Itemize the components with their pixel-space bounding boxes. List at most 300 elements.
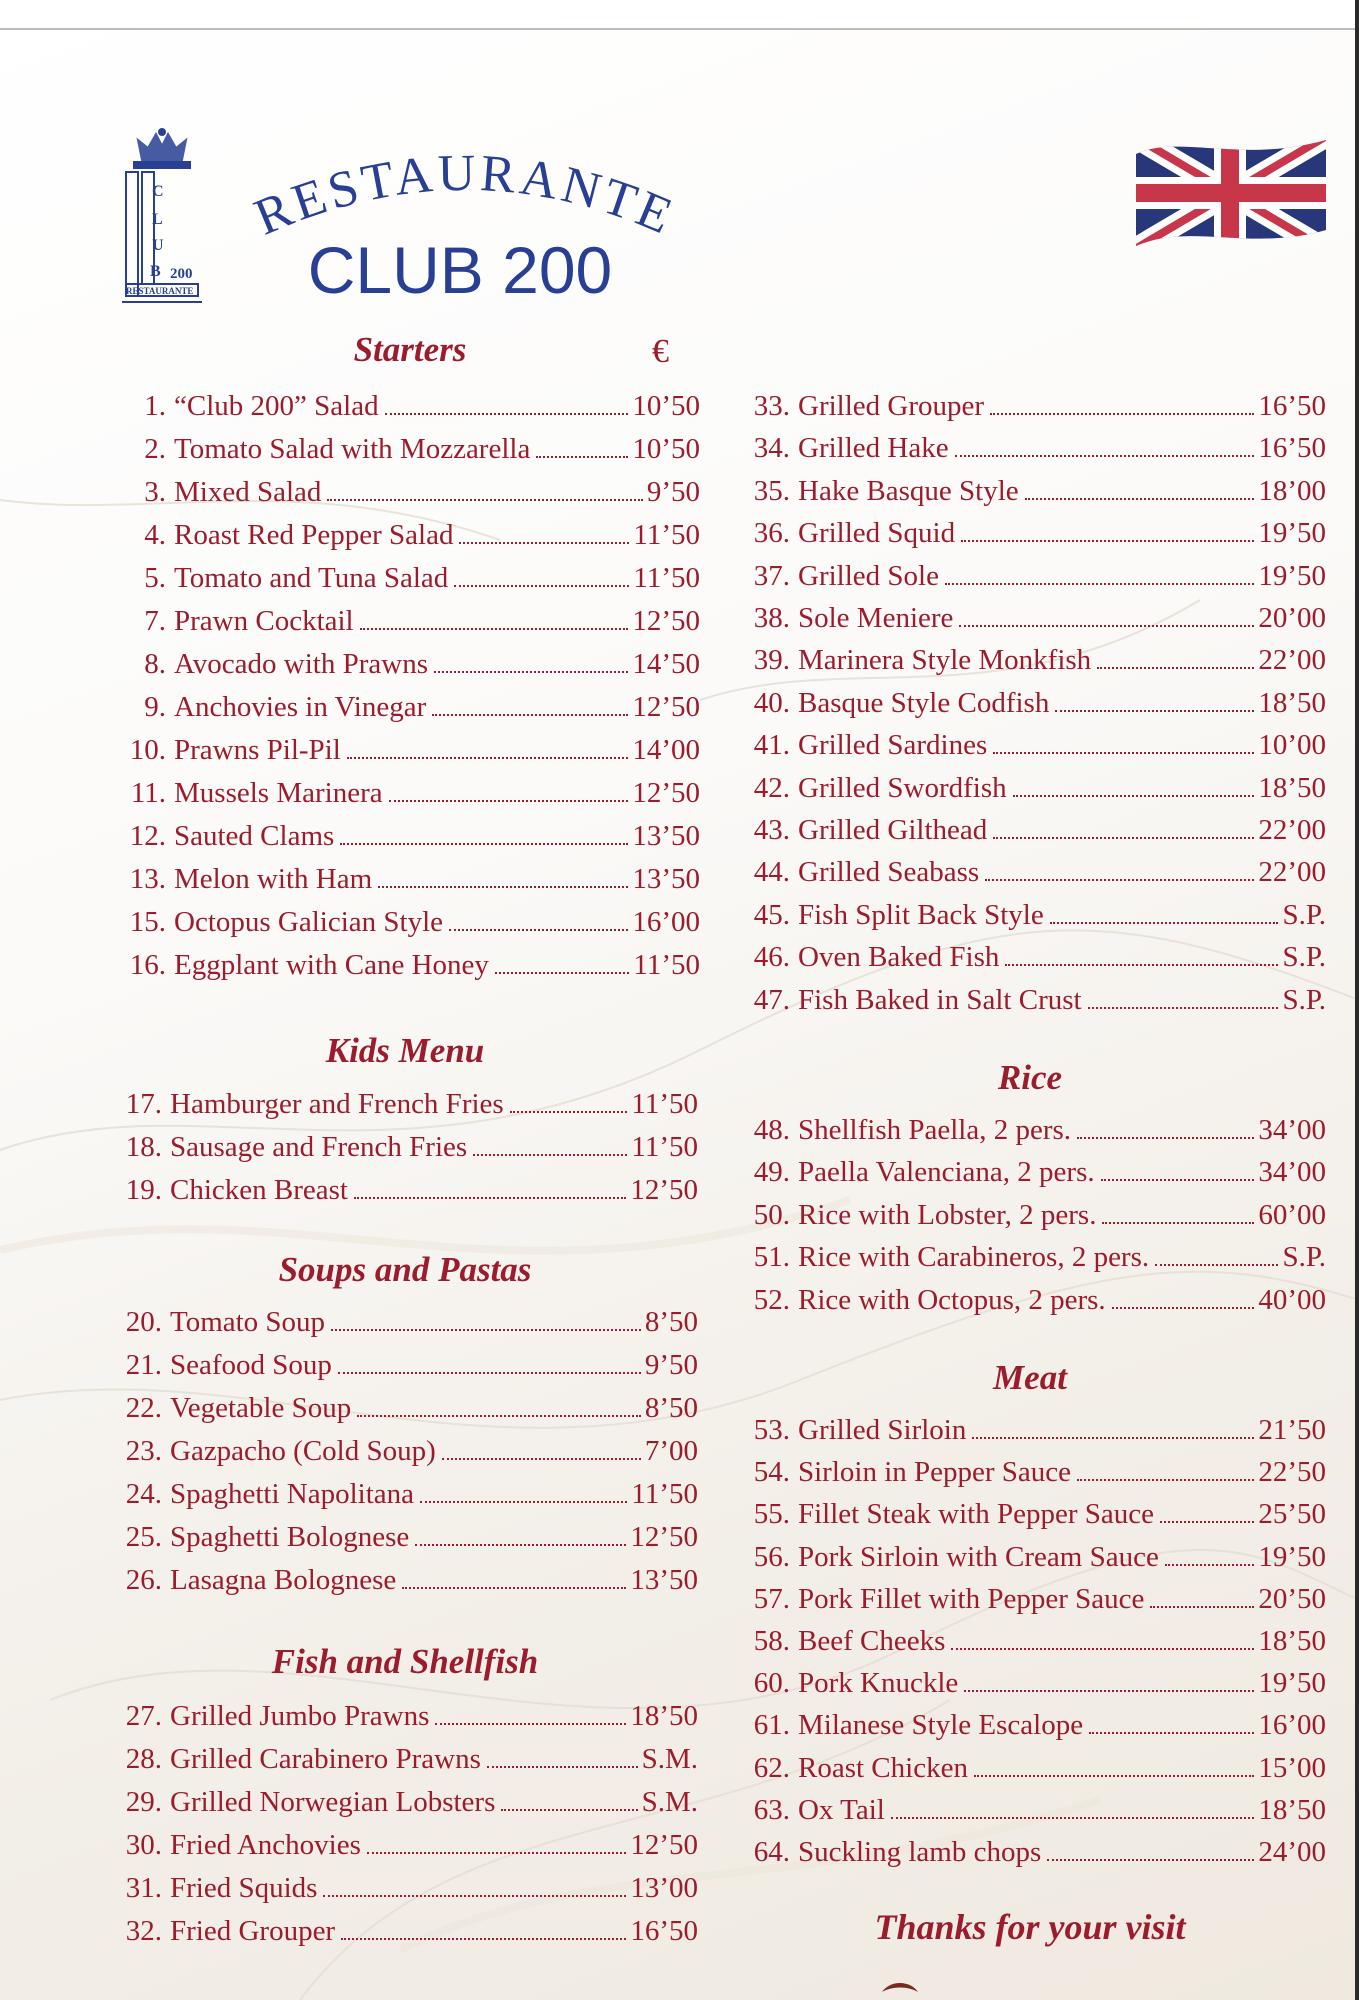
menu-item-price: 11’50 (631, 1088, 698, 1120)
menu-item (742, 386, 1326, 426)
menu-item-number: 7. (144, 605, 166, 637)
menu-item-name: Eggplant with Cane Honey (174, 949, 489, 981)
menu-item-number: 46. (753, 941, 790, 974)
menu-item-price: 16’00 (632, 906, 700, 938)
svg-text:RESTAURANTE: RESTAURANTE (126, 286, 194, 296)
dotted-leader (536, 455, 628, 458)
menu-item (742, 1621, 1326, 1661)
menu-item-price: 12’50 (632, 605, 700, 637)
dotted-leader (974, 1774, 1254, 1777)
menu-item-name: Prawn Cocktail (174, 605, 354, 637)
menu-item-number: 2. (144, 433, 166, 465)
menu-item (118, 515, 700, 555)
dotted-leader (501, 1808, 637, 1811)
dotted-leader (1165, 1563, 1254, 1566)
ornament-icon (880, 1978, 920, 1996)
menu-item-number: 60. (753, 1667, 790, 1700)
dotted-leader (961, 539, 1254, 542)
menu-item-name: Grilled Seabass (798, 856, 980, 889)
menu-item (742, 513, 1326, 553)
menu-item-name: Lasagna Bolognese (170, 1564, 397, 1596)
section-title-meat: Meat (993, 1358, 1067, 1397)
dotted-leader (389, 799, 629, 802)
dotted-leader (1047, 1858, 1254, 1861)
menu-item-price: 34’00 (1258, 1114, 1326, 1146)
menu-item-number: 38. (753, 602, 790, 634)
menu-item-name: Grilled Sardines (798, 729, 988, 762)
dotted-leader (357, 1414, 641, 1417)
dotted-leader (434, 670, 628, 673)
menu-item-number: 42. (753, 771, 790, 804)
menu-item (118, 816, 700, 856)
menu-item-name: Roast Red Pepper Salad (174, 519, 454, 551)
menu-item (742, 1663, 1326, 1703)
menu-item-price: 13’50 (632, 863, 700, 895)
menu-item (742, 895, 1326, 935)
menu-item-name: Grilled Carabinero Prawns (170, 1743, 481, 1775)
menu-item (112, 1911, 698, 1951)
menu-item-name: Fillet Steak with Pepper Sauce (798, 1498, 1154, 1531)
thanks-message: Thanks for your visit (874, 1907, 1186, 1947)
menu-item (112, 1431, 698, 1471)
menu-item-price: 8’50 (644, 1392, 698, 1424)
menu-item-price: 13’50 (632, 820, 700, 852)
menu-item-number: 18. (125, 1131, 162, 1163)
menu-item-number: 34. (753, 432, 790, 465)
menu-item (118, 730, 700, 770)
menu-item-number: 27. (125, 1700, 162, 1732)
menu-item (742, 725, 1326, 765)
menu-item-number: 13. (129, 863, 166, 895)
dotted-leader (959, 624, 1254, 627)
title-arc-text: RESTAURANTE (246, 150, 684, 247)
menu-item-price: 18’50 (1258, 686, 1326, 719)
menu-item-name: Rice with Carabineros, 2 pers. (798, 1241, 1150, 1274)
menu-item (742, 1110, 1326, 1150)
dotted-leader (985, 878, 1254, 881)
dotted-leader (454, 584, 629, 587)
menu-item-name: Grilled Swordfish (798, 771, 1007, 804)
menu-item-price: 10’00 (1258, 729, 1326, 762)
dotted-leader (510, 1110, 628, 1113)
menu-item-price: 11’50 (633, 949, 700, 981)
menu-item (742, 1237, 1326, 1277)
menu-item (118, 472, 700, 512)
dotted-leader (415, 1543, 626, 1546)
menu-item-name: Seafood Soup (170, 1349, 332, 1381)
menu-item (742, 768, 1326, 808)
menu-item-number: 11. (130, 777, 166, 809)
menu-item (118, 945, 700, 985)
dotted-leader (1112, 1306, 1255, 1309)
menu-item (742, 598, 1326, 638)
menu-item (112, 1739, 698, 1779)
menu-item-name: Paella Valenciana, 2 pers. (798, 1156, 1095, 1189)
dotted-leader (385, 412, 629, 415)
menu-item (742, 1410, 1326, 1450)
dotted-leader (340, 842, 628, 845)
dotted-leader (1101, 1178, 1255, 1181)
dotted-leader (1089, 1731, 1254, 1734)
menu-item-price: 18’50 (1258, 1793, 1326, 1826)
menu-item-price: 12’50 (632, 777, 700, 809)
menu-item-name: Milanese Style Escalope (798, 1709, 1084, 1742)
dotted-leader (1097, 666, 1254, 669)
menu-item (112, 1782, 698, 1822)
menu-item-price: 24’00 (1258, 1836, 1326, 1868)
menu-item-price: 12’50 (632, 691, 700, 723)
menu-item-name: Roast Chicken (798, 1751, 968, 1784)
menu-item (112, 1302, 698, 1342)
menu-item-name: Prawns Pil-Pil (174, 734, 341, 766)
menu-item-number: 15. (129, 906, 166, 938)
menu-item-number: 54. (753, 1456, 790, 1489)
menu-item (742, 1280, 1326, 1320)
menu-item-price: 13’00 (630, 1872, 698, 1904)
menu-item-name: Fried Grouper (170, 1915, 336, 1947)
dotted-leader (331, 1328, 641, 1331)
dotted-leader (993, 836, 1254, 839)
section-title-starters: Starters (353, 330, 467, 369)
menu-item-name: Grilled Norwegian Lobsters (170, 1786, 496, 1818)
menu-item-number: 35. (753, 474, 790, 507)
menu-item-name: Mixed Salad (174, 476, 322, 508)
menu-item-price: S.P. (1282, 983, 1326, 1016)
menu-item-name: Grilled Gilthead (798, 814, 988, 846)
dotted-leader (338, 1371, 641, 1374)
menu-item-number: 41. (753, 729, 790, 762)
menu-item-price: 22’00 (1258, 856, 1326, 889)
menu-item (742, 1452, 1326, 1492)
menu-item (742, 556, 1326, 596)
dotted-leader (323, 1894, 626, 1897)
menu-item-number: 1. (144, 390, 166, 422)
menu-item (742, 683, 1326, 723)
dotted-leader (1050, 921, 1279, 924)
menu-item-price: S.P. (1282, 898, 1326, 931)
menu-item-number: 19. (125, 1174, 162, 1206)
dotted-leader (347, 756, 629, 759)
menu-item-price: 13’50 (630, 1564, 698, 1596)
menu-item-price: 12’50 (630, 1829, 698, 1861)
menu-item-number: 40. (753, 686, 790, 719)
menu-item-price: 16’50 (1258, 432, 1326, 465)
dotted-leader (487, 1765, 638, 1768)
menu-item-name: Beef Cheeks (798, 1625, 946, 1657)
menu-item-price: 19’50 (1258, 517, 1326, 550)
menu-item-number: 56. (753, 1540, 790, 1573)
menu-item (112, 1825, 698, 1865)
menu-item (118, 773, 700, 813)
menu-item (112, 1127, 698, 1167)
dotted-leader (1088, 1006, 1279, 1009)
menu-item-price: 7’00 (644, 1435, 698, 1467)
menu-item-number: 12. (129, 820, 166, 852)
dotted-leader (964, 1689, 1254, 1692)
menu-item-name: Grilled Hake (798, 432, 949, 465)
menu-item-name: “Club 200” Salad (174, 390, 379, 422)
menu-item (112, 1474, 698, 1514)
menu-item-price: S.P. (1282, 1241, 1326, 1274)
menu-item-number: 47. (753, 983, 790, 1016)
menu-item-number: 25. (125, 1521, 162, 1553)
menu-item-price: S.M. (641, 1743, 698, 1775)
menu-item-price: 19’50 (1258, 559, 1326, 592)
dotted-leader (1102, 1221, 1254, 1224)
menu-item-number: 52. (753, 1283, 790, 1316)
dotted-leader (341, 1937, 626, 1940)
menu-item (742, 1494, 1326, 1534)
restaurant-name: CLUB 200 (307, 233, 613, 307)
menu-item-price: 8’50 (644, 1306, 698, 1338)
menu-item (112, 1084, 698, 1124)
menu-item (118, 558, 700, 598)
menu-item-name: Marinera Style Monkfish (798, 644, 1092, 677)
menu-item-name: Octopus Galician Style (174, 906, 444, 938)
menu-item-number: 10. (129, 734, 166, 766)
menu-item-number: 30. (125, 1829, 162, 1861)
menu-item-name: Fried Anchovies (170, 1829, 361, 1861)
menu-item-price: 14’50 (632, 648, 700, 680)
dotted-leader (442, 1457, 641, 1460)
menu-item (742, 1195, 1326, 1235)
menu-item-price: 14’00 (632, 734, 700, 766)
menu-item (112, 1560, 698, 1600)
dotted-leader (1160, 1520, 1254, 1523)
menu-item-number: 50. (753, 1198, 790, 1231)
menu-item-price: 18’50 (630, 1700, 698, 1732)
dotted-leader (993, 751, 1254, 754)
dotted-leader (473, 1153, 627, 1156)
menu-item-price: 20’50 (1258, 1582, 1326, 1615)
section-title-soups-pastas: Soups and Pastas (278, 1250, 532, 1289)
menu-item (742, 1537, 1326, 1577)
menu-item-number: 44. (753, 856, 790, 889)
svg-text:200: 200 (170, 266, 193, 282)
menu-item-name: Hake Basque Style (798, 474, 1019, 507)
menu-item-number: 8. (144, 648, 166, 680)
menu-item-name: Hamburger and French Fries (170, 1088, 504, 1120)
menu-item-name: Fish Split Back Style (798, 898, 1044, 931)
menu-item-price: 19’50 (1258, 1540, 1326, 1573)
svg-text:L: L (152, 211, 163, 228)
menu-item-price: 11’50 (633, 562, 700, 594)
section-title-fish-shellfish: Fish and Shellfish (271, 1642, 539, 1681)
dotted-leader (955, 454, 1255, 457)
dotted-leader (1055, 709, 1254, 712)
menu-item-number: 61. (753, 1709, 790, 1742)
menu-item-name: Gazpacho (Cold Soup) (170, 1435, 436, 1467)
menu-item (118, 859, 700, 899)
dotted-leader (402, 1586, 626, 1589)
dotted-leader (1025, 497, 1255, 500)
dotted-leader (891, 1816, 1254, 1819)
menu-item (112, 1868, 698, 1908)
menu-item-price: 9’50 (646, 476, 700, 508)
menu-item-price: 34’00 (1258, 1156, 1326, 1189)
menu-item-number: 43. (753, 814, 790, 846)
menu-item-number: 29. (125, 1786, 162, 1818)
menu-item-name: Spaghetti Napolitana (170, 1478, 415, 1510)
menu-item-price: 10’50 (632, 390, 700, 422)
menu-item-name: Basque Style Codfish (798, 686, 1050, 719)
menu-item (742, 852, 1326, 892)
menu-item (118, 902, 700, 942)
menu-item-number: 26. (125, 1564, 162, 1596)
menu-item-number: 51. (753, 1241, 790, 1274)
menu-item-price: 22’50 (1258, 1456, 1326, 1489)
menu-item-number: 28. (125, 1743, 162, 1775)
menu-item-name: Mussels Marinera (174, 777, 383, 809)
menu-item-number: 9. (144, 691, 166, 723)
menu-item-number: 17. (125, 1088, 162, 1120)
menu-item-name: Chicken Breast (170, 1174, 348, 1206)
section-title-kids-menu: Kids Menu (325, 1031, 485, 1070)
menu-item-price: 11’50 (633, 519, 700, 551)
dotted-leader (1150, 1605, 1254, 1608)
dotted-leader (432, 713, 628, 716)
dotted-leader (1005, 963, 1278, 966)
menu-item-name: Sole Meniere (798, 602, 954, 634)
menu-item-price: 22’00 (1258, 644, 1326, 677)
menu-item-name: Spaghetti Bolognese (170, 1521, 410, 1553)
menu-item-name: Shellfish Paella, 2 pers. (798, 1114, 1072, 1146)
menu-item-number: 3. (144, 476, 166, 508)
top-border (0, 0, 1359, 30)
menu-item-name: Rice with Octopus, 2 pers. (798, 1283, 1106, 1316)
menu-item-price: 21’50 (1258, 1414, 1326, 1446)
club-200-logo-icon (112, 126, 212, 306)
menu-item (742, 980, 1326, 1020)
menu-item (742, 471, 1326, 511)
menu-item-price: 40’00 (1258, 1283, 1326, 1316)
menu-item-price: S.M. (641, 1786, 698, 1818)
menu-item-price: 9’50 (644, 1349, 698, 1381)
menu-item-name: Tomato Salad with Mozzarella (174, 433, 531, 465)
menu-item-number: 33. (753, 390, 790, 422)
menu-item-number: 39. (753, 644, 790, 677)
right-edge (1355, 0, 1359, 2000)
menu-item-number: 20. (125, 1306, 162, 1338)
menu-item-number: 57. (753, 1582, 790, 1615)
menu-item-name: Grilled Sole (798, 559, 939, 592)
dotted-leader (945, 582, 1254, 585)
svg-text:C: C (152, 183, 164, 200)
menu-item-name: Grilled Sirloin (798, 1414, 967, 1446)
menu-item-name: Pork Sirloin with Cream Sauce (798, 1540, 1159, 1573)
dotted-leader (459, 541, 629, 544)
menu-item-price: 10’50 (632, 433, 700, 465)
dotted-leader (1155, 1263, 1278, 1266)
menu-item-price: 19’50 (1258, 1667, 1326, 1700)
dotted-leader (449, 928, 628, 931)
menu-item-name: Ox Tail (798, 1793, 885, 1826)
menu-item-price: 16’50 (630, 1915, 698, 1947)
dotted-leader (367, 1851, 626, 1854)
dotted-leader (990, 412, 1254, 415)
dotted-leader (972, 1436, 1254, 1439)
currency-symbol: € (652, 333, 669, 370)
dotted-leader (360, 627, 629, 630)
menu-item (742, 1152, 1326, 1192)
menu-item (742, 1579, 1326, 1619)
menu-item (742, 1832, 1326, 1872)
menu-item-number: 49. (753, 1156, 790, 1189)
menu-item-name: Sauted Clams (174, 820, 335, 852)
menu-item-price: 16’50 (1258, 390, 1326, 422)
dotted-leader (951, 1647, 1254, 1650)
dotted-leader (354, 1196, 626, 1199)
dotted-leader (1077, 1478, 1254, 1481)
menu-item-number: 24. (125, 1478, 162, 1510)
menu-item-price: 22’00 (1258, 814, 1326, 846)
menu-item-number: 62. (753, 1751, 790, 1784)
menu-item-number: 37. (753, 559, 790, 592)
menu-item-price: 25’50 (1258, 1498, 1326, 1531)
menu-item (742, 1705, 1326, 1745)
menu-item-price: 18’00 (1258, 474, 1326, 507)
dotted-leader (1077, 1136, 1254, 1139)
menu-item (742, 640, 1326, 680)
menu-item-price: 16’00 (1258, 1709, 1326, 1742)
menu-item-price: 12’50 (630, 1174, 698, 1206)
menu-item-name: Grilled Grouper (798, 390, 985, 422)
menu-item-price: 15’00 (1258, 1751, 1326, 1784)
dotted-leader (435, 1722, 626, 1725)
menu-item-price: 18’50 (1258, 1625, 1326, 1657)
menu-item-number: 32. (125, 1915, 162, 1947)
menu-item-price: 11’50 (631, 1131, 698, 1163)
menu-item-name: Vegetable Soup (170, 1392, 352, 1424)
union-jack-flag-icon (1130, 134, 1330, 252)
menu-item-name: Fried Squids (170, 1872, 318, 1904)
menu-item-name: Fish Baked in Salt Crust (798, 983, 1082, 1016)
menu-item (742, 428, 1326, 468)
menu-item-number: 53. (753, 1414, 790, 1446)
menu-item (742, 1748, 1326, 1788)
menu-item (118, 601, 700, 641)
menu-item-name: Melon with Ham (174, 863, 373, 895)
dotted-leader (327, 498, 642, 501)
menu-item-price: 18’50 (1258, 771, 1326, 804)
section-title-rice: Rice (997, 1058, 1063, 1097)
menu-item (112, 1696, 698, 1736)
menu-item-name: Tomato and Tuna Salad (174, 562, 449, 594)
menu-item-name: Sausage and French Fries (170, 1131, 468, 1163)
menu-item-number: 63. (753, 1793, 790, 1826)
menu-item (742, 1790, 1326, 1830)
menu-item-number: 21. (125, 1349, 162, 1381)
menu-item-name: Suckling lamb chops (798, 1836, 1042, 1868)
menu-item-name: Pork Knuckle (798, 1667, 959, 1700)
menu-item-name: Pork Fillet with Pepper Sauce (798, 1582, 1145, 1615)
menu-item-number: 16. (129, 949, 166, 981)
menu-item (118, 687, 700, 727)
menu-item (112, 1388, 698, 1428)
menu-item-name: Tomato Soup (170, 1306, 326, 1338)
menu-item (742, 810, 1326, 850)
menu-item-number: 55. (753, 1498, 790, 1531)
menu-item (118, 644, 700, 684)
dotted-leader (1013, 794, 1255, 797)
menu-item-number: 36. (753, 517, 790, 550)
menu-item-price: 12’50 (630, 1521, 698, 1553)
menu-item (112, 1170, 698, 1210)
menu-item-price: 60’00 (1258, 1198, 1326, 1231)
dotted-leader (495, 971, 629, 974)
svg-text:B: B (150, 263, 161, 280)
menu-item (118, 386, 700, 426)
